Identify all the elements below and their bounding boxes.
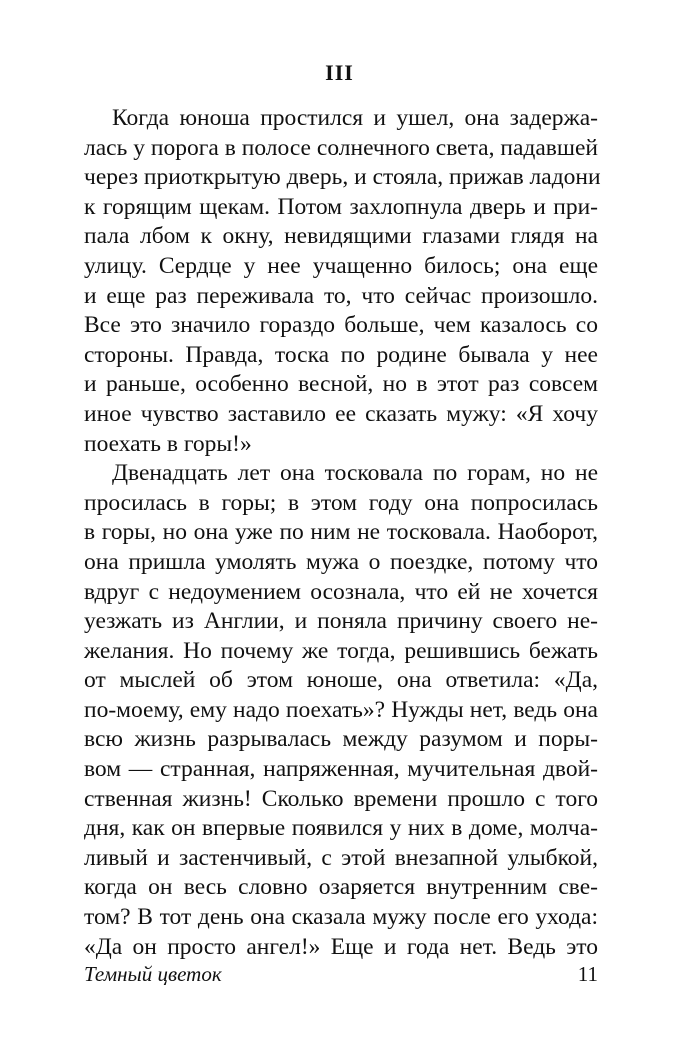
text-line: в горы, но она уже по ним не тосковала. Наоборот, xyxy=(84,519,598,546)
text-line: ливый и застенчивый, с этой внезапной улыбкой, xyxy=(84,844,598,871)
text-line: когда он весь словно озаряется внутренним све- xyxy=(84,874,598,901)
text-line: дня, как он впервые появился у них в доме, молча- xyxy=(84,815,598,842)
text-line: и еще раз переживала то, что сейчас произошло. xyxy=(84,282,598,309)
text-line: иное чувство заставило ее сказать мужу: «Я хочу xyxy=(84,400,598,427)
text-line: Когда юноша простился и ушел, она задержа- xyxy=(112,105,598,131)
paragraph xyxy=(84,459,598,962)
page-footer xyxy=(84,960,598,988)
text-line: Все это значило гораздо больше, чем казалось со xyxy=(84,312,598,339)
text-line: вдруг с недоумением осознала, что ей не хочется xyxy=(84,578,598,605)
text-line: к горящим щекам. Потом захлопнула дверь и при- xyxy=(84,193,598,220)
text-line: том? В тот день она сказала мужу после его ухода: xyxy=(84,904,598,931)
page-number: 11 xyxy=(577,962,598,986)
text-line: улицу. Сердце у нее учащенно билось; она еще xyxy=(84,252,598,279)
text-line: лась у порога в полосе солнечного света, падавшей xyxy=(84,134,598,161)
text-line: желания. Но почему же тогда, решившись бежать xyxy=(84,637,598,664)
text-line: и раньше, особенно весной, но в этот раз совсем xyxy=(84,371,598,398)
text-line: по-моему, ему надо поехать»? Нужды нет, ведь она xyxy=(84,696,598,723)
text-line: она пришла умолять мужа о поездке, потому что xyxy=(84,548,598,575)
text-line: стороны. Правда, тоска по родине бывала у нее xyxy=(84,341,598,368)
text-line: уезжать из Англии, и поняла причину своего не- xyxy=(84,608,598,635)
text-line: через приоткрытую дверь, и стояла, прижав ладони xyxy=(84,164,601,191)
running-title: Темный цветок xyxy=(84,962,222,986)
paragraph xyxy=(84,104,601,459)
text-line: всю жизнь разрывалась между разумом и поры- xyxy=(84,726,598,753)
body-text xyxy=(84,104,601,962)
text-line: пала лбом к окну, невидящими глазами глядя на xyxy=(84,223,598,250)
text-line: от мыслей об этом юноше, она ответила: «Да, xyxy=(84,667,598,694)
text-line: просилась в горы; в этом году она попросилась xyxy=(84,489,598,516)
text-line: ственная жизнь! Сколько времени прошло с того xyxy=(84,785,598,812)
text-line: Двенадцать лет она тосковала по горам, но не xyxy=(112,460,598,487)
chapter-heading: III xyxy=(325,60,354,85)
text-line: «Да он просто ангел!» Еще и года нет. Ведь это xyxy=(84,933,598,960)
text-line: поехать в горы!» xyxy=(84,430,252,457)
text-line: вом — странная, напряженная, мучительная двой- xyxy=(84,756,598,783)
